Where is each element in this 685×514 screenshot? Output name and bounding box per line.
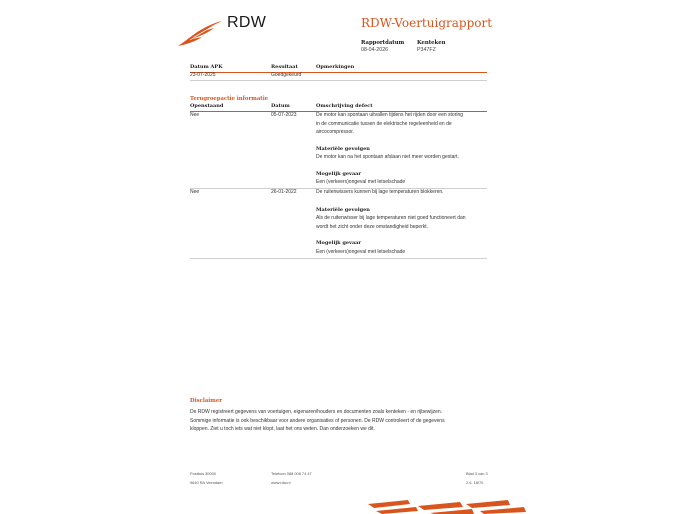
disclaimer-line-2: Sommige informatie is ook beschikbaar voor andere organisaties of personen. De RDW controleert of de gegevens: [190, 417, 445, 424]
recall-item-2-open: Nee: [190, 189, 200, 195]
footer-postbus: Postbus 30000: [190, 471, 216, 476]
recall-section-title: Terugroepactie informatie: [190, 96, 269, 102]
recall-col-defect: Omschrijving defect: [316, 103, 373, 109]
footer-page-number: Blad 3 van 3: [466, 471, 488, 476]
footer-address: 9640 RA Veendam: [190, 480, 223, 485]
disclaimer-line-1: De RDW registreert gegevens van voertuigen, eigenaren/houders en documenten zoals kenteken - en rijbewijzen.: [190, 409, 443, 415]
report-title: RDW-Voertuigrapport: [361, 16, 493, 30]
apk-col-date: Datum APK: [190, 64, 223, 70]
recall-item-1-defect-line-1: De motor kan spontaan uitvallen tijdens het rijden door een storing: [316, 112, 464, 118]
recall-item-2-danger: Een (verkeers)ongeval met letselschade: [316, 249, 406, 255]
recall-item-1-consequences-label: Materiële gevolgen: [316, 146, 370, 152]
recall-item-1-consequences: De motor kan na het spontaan afslaan niet meer worden gestart.: [316, 154, 459, 160]
footer-web: www.rdw.nl: [271, 480, 291, 485]
footer-code: 2.6. 18/70: [466, 480, 484, 485]
apk-row-date: 23-07-2025: [190, 72, 216, 78]
recall-item-1-danger: Een (verkeers)ongeval met letselschade: [316, 179, 406, 185]
decorative-stripes-icon: [368, 498, 528, 514]
disclaimer-line-3: kloppen. Ziet u toch iets wat niet klopt, laat het ons weten. Dan onderzoeken we dit.: [190, 426, 375, 432]
recall-item-2-date: 26-01-2022: [271, 189, 297, 195]
recall-item-1-date: 05-07-2023: [271, 112, 297, 118]
recall-col-date: Datum: [271, 103, 290, 109]
recall-item-2-danger-label: Mogelijk gevaar: [316, 240, 362, 246]
rdw-logo-icon: [176, 19, 222, 47]
recall-item-2-consequences-line-1: Als de ruitenwisser bij lage temperaturen niet goed functioneert dan: [316, 215, 466, 221]
recall-item-1-danger-label: Mogelijk gevaar: [316, 171, 362, 177]
report-date-label: Rapportdatum: [361, 40, 405, 46]
apk-row-result: Goedgekeurd: [271, 72, 302, 78]
recall-item-2-consequences-line-2: wordt het zicht onder deze omstandigheid beperkt.: [316, 223, 429, 230]
logo-text: RDW: [227, 14, 267, 31]
plate-value: P347FZ: [417, 47, 436, 53]
disclaimer-title: Disclaimer: [190, 398, 223, 404]
apk-col-result: Resultaat: [271, 64, 298, 70]
recall-item-1-open: Nee: [190, 112, 200, 118]
apk-row-rule: [190, 80, 487, 81]
recall-item-2-rule: [190, 258, 487, 259]
footer-phone: Telefoon 088 008 74 47: [271, 471, 312, 476]
recall-col-open: Openstaand: [190, 103, 224, 109]
recall-item-1-defect-line-2: in de communicatie tussen de elektrische regeleenheid en de: [316, 120, 452, 127]
apk-col-remarks: Opmerkingen: [316, 64, 355, 70]
report-date-value: 08-04-2026: [361, 47, 389, 53]
recall-item-1-defect-line-3: aircocompressor.: [316, 129, 355, 135]
recall-item-2-consequences-label: Materiële gevolgen: [316, 207, 370, 213]
plate-label: Kenteken: [417, 40, 446, 46]
recall-item-2-defect-line-1: De ruitenwissers kunnen bij lage temperaturen blokkeren.: [316, 189, 444, 195]
apk-header-rule: [190, 72, 487, 73]
